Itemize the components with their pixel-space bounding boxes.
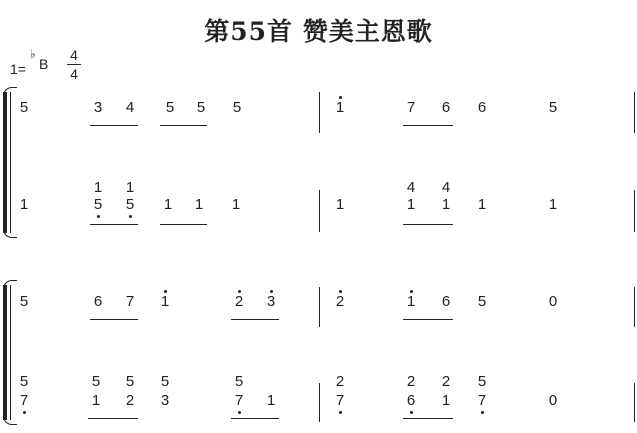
note-lower bbox=[123, 392, 137, 409]
note-upper bbox=[439, 293, 453, 310]
note-upper bbox=[91, 293, 105, 310]
note-lower bbox=[333, 373, 347, 390]
note-digit: 1 bbox=[441, 392, 451, 409]
time-numerator: 4 bbox=[70, 47, 78, 63]
note-digit: 2 bbox=[335, 293, 345, 310]
note-digit: 2 bbox=[125, 392, 135, 409]
note-digit: 3 bbox=[160, 392, 170, 409]
octave-down-dot bbox=[410, 411, 413, 414]
page-title: 第55首 赞美主恩歌 bbox=[204, 17, 433, 46]
key-one: 1= bbox=[10, 61, 26, 77]
underline-beam bbox=[90, 319, 138, 320]
underline-beam bbox=[403, 418, 453, 419]
bracket-top-hook bbox=[3, 280, 17, 289]
note-lower bbox=[264, 392, 278, 409]
note-lower bbox=[546, 392, 560, 409]
note-digit: 1 bbox=[441, 196, 451, 213]
note-lower bbox=[158, 392, 172, 409]
note-digit: 1 bbox=[91, 392, 101, 409]
note-lower bbox=[404, 392, 418, 409]
note-digit: 2 bbox=[234, 293, 244, 310]
flat-icon: ♭ bbox=[30, 47, 36, 61]
note-digit: 1 bbox=[231, 196, 241, 213]
note-digit: 1 bbox=[266, 392, 276, 409]
note-digit: 5 bbox=[232, 99, 242, 116]
note-digit: 5 bbox=[477, 293, 487, 310]
note-digit: 7 bbox=[477, 392, 487, 409]
note-lower bbox=[333, 392, 347, 409]
note-digit: 6 bbox=[441, 293, 451, 310]
note-upper bbox=[232, 293, 246, 310]
note-digit: 1 bbox=[406, 196, 416, 213]
note-digit: 1 bbox=[548, 196, 558, 213]
bracket-bottom-hook bbox=[3, 416, 17, 425]
octave-down-dot bbox=[339, 411, 342, 414]
barline bbox=[634, 287, 635, 327]
note-digit: 6 bbox=[477, 99, 487, 116]
note-digit: 0 bbox=[548, 392, 558, 409]
barline bbox=[319, 383, 320, 422]
note-digit: 6 bbox=[406, 392, 416, 409]
note-upper bbox=[475, 293, 489, 310]
octave-up-dot bbox=[270, 290, 273, 293]
note-digit: 3 bbox=[266, 293, 276, 310]
note-lower bbox=[89, 373, 103, 390]
note-upper bbox=[546, 293, 560, 310]
note-digit: 1 bbox=[160, 293, 170, 310]
note-digit: 5 bbox=[165, 99, 175, 116]
note-digit: 1 bbox=[19, 196, 29, 213]
note-digit: 7 bbox=[406, 99, 416, 116]
note-digit: 1 bbox=[194, 196, 204, 213]
note-digit: 1 bbox=[335, 99, 345, 116]
note-digit: 5 bbox=[125, 196, 135, 213]
note-digit: 3 bbox=[93, 99, 103, 116]
note-upper bbox=[264, 293, 278, 310]
time-denominator: 4 bbox=[70, 66, 78, 82]
note-digit: 5 bbox=[196, 99, 206, 116]
note-digit: 1 bbox=[93, 179, 103, 196]
underline-beam bbox=[231, 319, 279, 320]
note-digit: 7 bbox=[335, 392, 345, 409]
note-lower bbox=[158, 373, 172, 390]
underline-beam bbox=[403, 319, 453, 320]
note-digit: 1 bbox=[163, 196, 173, 213]
octave-up-dot bbox=[238, 290, 241, 293]
note-digit: 1 bbox=[406, 293, 416, 310]
note-digit: 2 bbox=[441, 373, 451, 390]
note-upper bbox=[17, 293, 31, 310]
note-lower bbox=[17, 392, 31, 409]
octave-up-dot bbox=[164, 290, 167, 293]
key-letter: B bbox=[39, 56, 49, 72]
note-lower bbox=[475, 373, 489, 390]
underline-beam bbox=[88, 418, 138, 419]
barline bbox=[319, 287, 320, 327]
note-digit: 5 bbox=[160, 373, 170, 390]
note-lower bbox=[17, 373, 31, 390]
note-upper bbox=[404, 293, 418, 310]
note-upper bbox=[158, 293, 172, 310]
system-bracket bbox=[3, 285, 15, 420]
underline-beam bbox=[231, 418, 279, 419]
note-digit: 7 bbox=[234, 392, 244, 409]
note-digit: 4 bbox=[441, 179, 451, 196]
note-upper bbox=[333, 293, 347, 310]
note-lower bbox=[475, 392, 489, 409]
note-digit: 5 bbox=[477, 373, 487, 390]
note-lower bbox=[404, 373, 418, 390]
note-upper bbox=[123, 293, 137, 310]
note-digit: 1 bbox=[335, 196, 345, 213]
note-digit: 2 bbox=[406, 373, 416, 390]
note-digit: 7 bbox=[19, 392, 29, 409]
note-digit: 5 bbox=[19, 293, 29, 310]
note-lower bbox=[89, 392, 103, 409]
note-digit: 5 bbox=[125, 373, 135, 390]
note-lower bbox=[232, 373, 246, 390]
bracket-thin-line bbox=[10, 285, 11, 420]
octave-up-dot bbox=[410, 290, 413, 293]
note-digit: 4 bbox=[406, 179, 416, 196]
note-digit: 4 bbox=[125, 99, 135, 116]
note-digit: 5 bbox=[91, 373, 101, 390]
note-digit: 7 bbox=[125, 293, 135, 310]
octave-down-dot bbox=[481, 411, 484, 414]
note-digit: 1 bbox=[477, 196, 487, 213]
note-lower bbox=[439, 373, 453, 390]
note-lower bbox=[439, 392, 453, 409]
note-digit: 5 bbox=[234, 373, 244, 390]
bracket-thick-line bbox=[3, 285, 7, 420]
note-digit: 5 bbox=[19, 99, 29, 116]
note-digit: 5 bbox=[19, 373, 29, 390]
note-digit: 6 bbox=[441, 99, 451, 116]
note-lower bbox=[123, 373, 137, 390]
note-digit: 6 bbox=[93, 293, 103, 310]
octave-up-dot bbox=[339, 290, 342, 293]
note-digit: 5 bbox=[93, 196, 103, 213]
note-digit: 5 bbox=[548, 99, 558, 116]
octave-down-dot bbox=[23, 411, 26, 414]
octave-down-dot bbox=[238, 411, 241, 414]
note-digit: 2 bbox=[335, 373, 345, 390]
note-digit: 0 bbox=[548, 293, 558, 310]
barline bbox=[634, 383, 635, 422]
note-lower bbox=[232, 392, 246, 409]
note-digit: 1 bbox=[125, 179, 135, 196]
